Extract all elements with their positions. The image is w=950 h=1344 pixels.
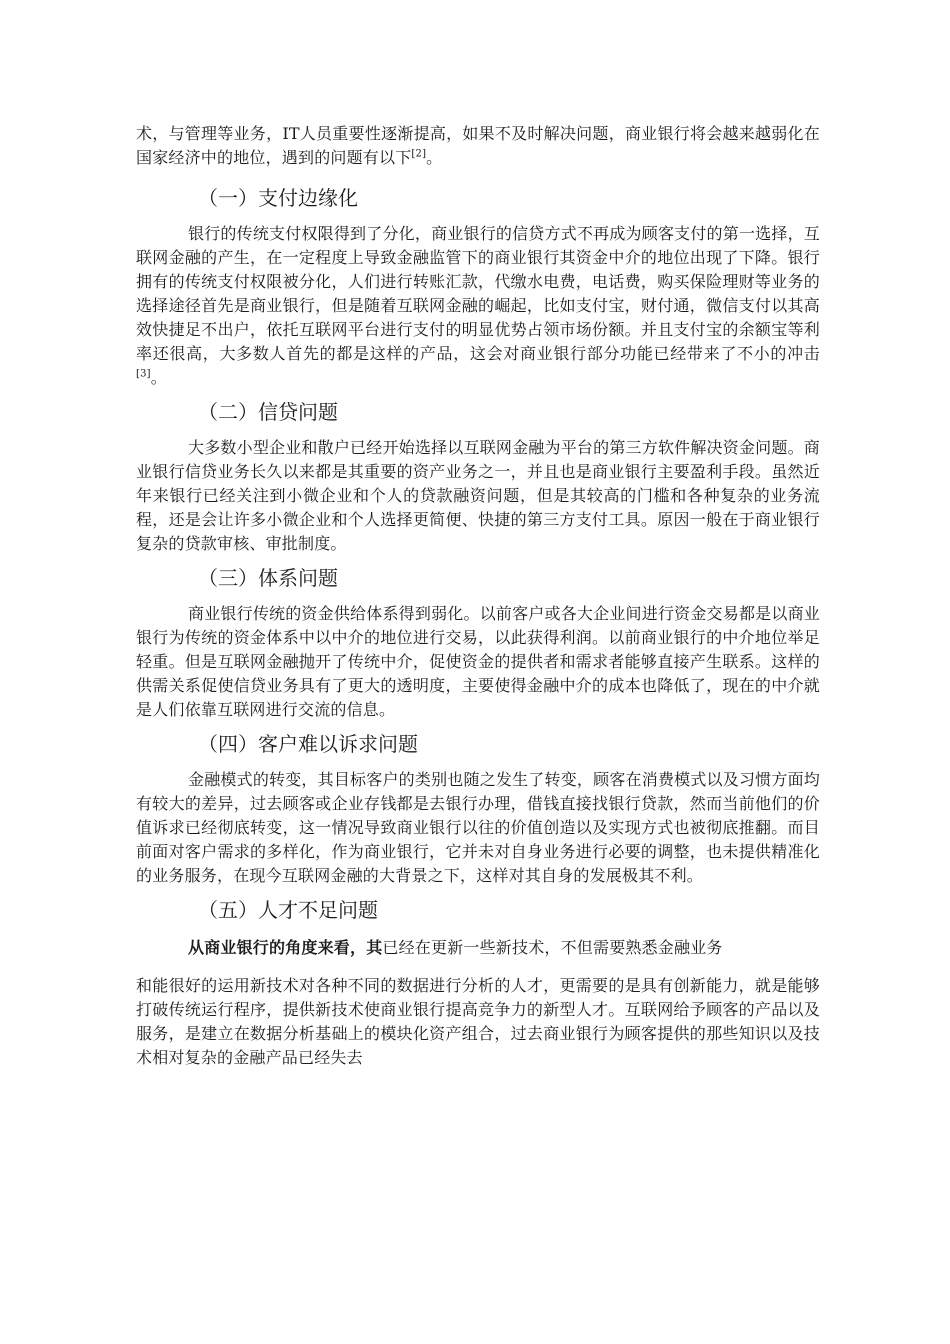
section-2-paragraph: 大多数小型企业和散户已经开始选择以互联网金融为平台的第三方软件解决资金问题。商业银行信贷业务长久以来都是其重要的资产业务之一，并且也是商业银行主要盈利手段。虽然近年来银行已经关注到小微企业和个人的贷款融资问题，但是其较高的门槛和各种复杂的业务流程，还是会让许多小微企业和个人选择更简便、快捷的第三方支付工具。原因一般在于商业银行复杂的贷款审核、审批制度。	[136, 438, 820, 553]
section-heading-3: （三）体系问题	[198, 566, 338, 590]
section-heading-1: （一）支付边缘化	[198, 186, 358, 210]
section-5-paragraph: 和能很好的运用新技术对各种不同的数据进行分析的人才，更需要的是具有创新能力，就是能够打破传统运行程序，提供新技术使商业银行提高竞争力的新型人才。互联网给予顾客的产品以及服务，是建立在数据分析基础上的模块化资产组合，过去商业银行为顾客提供的那些知识以及技术相对复杂的金融产品已经失去	[136, 976, 820, 1067]
section-heading-2: （二）信贷问题	[198, 400, 338, 424]
section-5-bold-lead: 从商业银行的角度来看，其	[188, 938, 383, 957]
intro-end: 。	[426, 148, 443, 167]
section-3-paragraph: 商业银行传统的资金供给体系得到弱化。以前客户或各大企业间进行资金交易都是以商业银行为传统的资金体系中以中介的地位进行交易，以此获得利润。以前商业银行的中介地位举足轻重。但是互联网金融抛开了传统中介，促使资金的提供者和需求者能够直接产生联系。这样的供需关系促使信贷业务具有了更大的透明度，主要使得金融中介的成本也降低了，现在的中介就是人们依靠互联网进行交流的信息。	[136, 604, 820, 719]
document-body	[136, 122, 820, 1070]
citation-3: [3]	[136, 368, 151, 380]
intro-text: 术，与管理等业务，IT人员重要性逐渐提高，如果不及时解决问题，商业银行将会越来越弱化在国家经济中的地位，遇到的问题有以下	[136, 124, 820, 167]
section-5-lead	[136, 936, 820, 960]
section-heading-5: （五）人才不足问题	[198, 898, 378, 922]
section-4-paragraph: 金融模式的转变，其目标客户的类别也随之发生了转变，顾客在消费模式以及习惯方面均有较大的差异，过去顾客或企业存钱都是去银行办理，借钱直接找银行贷款，然而当前他们的价值诉求已经彻底转变，这一情况导致商业银行以往的价值创造以及实现方式也被彻底推翻。而目前面对客户需求的多样化，作为商业银行，它并未对自身业务进行必要的调整，也未提供精准化的业务服务，在现今互联网金融的大背景之下，这样对其自身的发展极其不利。	[136, 770, 820, 885]
intro-paragraph	[136, 122, 820, 170]
section-5-lead-rest: 已经在更新一些新技术，不但需要熟悉金融业务	[382, 938, 723, 957]
section-1-paragraph	[136, 222, 820, 390]
citation-2: [2]	[411, 148, 427, 160]
section-1-end: 。	[150, 368, 167, 387]
section-1-text: 银行的传统支付权限得到了分化，商业银行的信贷方式不再成为顾客支付的第一选择，互联网金融的产生，在一定程度上导致金融监管下的商业银行其资金中介的地位出现了下降。银行拥有的传统支付权限被分化，人们进行转账汇款，代缴水电费，电话费，购买保险理财等业务的选择途径首先是商业银行，但是随着互联网金融的崛起，比如支付宝，财付通，微信支付以其高效快捷足不出户，依托互联网平台进行支付的明显优势占领市场份额。并且支付宝的余额宝等利率还很高，大多数人首先的都是这样的产品，这会对商业银行部分功能已经带来了不小的冲击	[136, 224, 820, 363]
section-heading-4: （四）客户难以诉求问题	[198, 732, 418, 756]
